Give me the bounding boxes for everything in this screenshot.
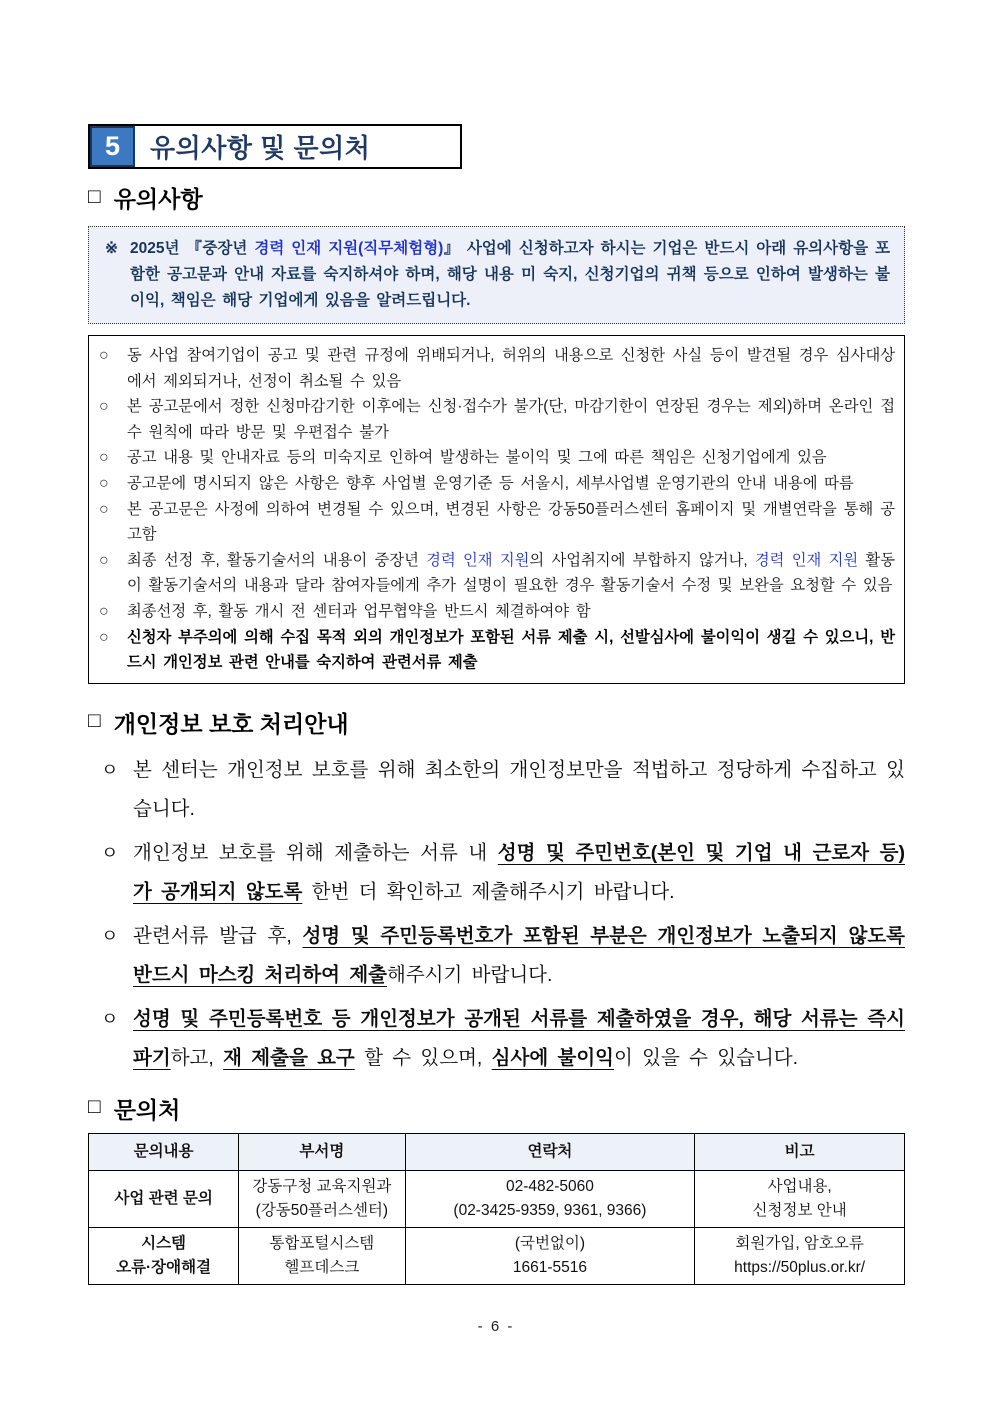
contact-table-cell — [239, 1227, 405, 1284]
text-segment: 할 수 있으며, — [354, 1046, 492, 1069]
circle-bullet-icon: ○ — [99, 500, 109, 518]
contact-heading-label: 문의처 — [113, 1096, 181, 1123]
cell-line: (02-3425-9359, 9361, 9366) — [453, 1201, 647, 1219]
page-number: - 6 - — [477, 1318, 515, 1335]
section-header-bar — [88, 124, 462, 169]
caution-list-item — [96, 394, 895, 445]
contact-table-cell — [239, 1170, 405, 1227]
caution-list-item — [96, 343, 895, 394]
cell-line: (강동50플러스센터) — [255, 1201, 389, 1219]
cautions-list-box — [88, 335, 905, 684]
text-segment: 최종선정 후, 활동 개시 전 센터과 업무협약을 반드시 체결하여야 함 — [127, 602, 591, 620]
text-segment: 본 공고문은 사정에 의하여 변경될 수 있으며, 변경된 사항은 강동50플러스센터 홈페이지 및 개별연락을 통해 공고함 — [127, 500, 895, 544]
cell-line: 사업내용, — [767, 1177, 832, 1195]
notes-heading — [88, 181, 905, 214]
contact-table-header-cell: 연락처 — [405, 1133, 695, 1170]
text-segment: 의 사업취지에 부합하지 않거나, — [529, 551, 755, 569]
text-segment: 공고 내용 및 안내자료 등의 미숙지로 인하여 발생하는 불이익 및 그에 따른 책임은 신청기업에게 있음 — [127, 449, 827, 467]
caution-list-item — [96, 471, 895, 497]
contact-table-cell — [89, 1227, 239, 1284]
highlighted-text: 경력 인재 지원 — [426, 551, 530, 569]
text-segment: 한번 더 확인하고 제출해주시기 바랍니다. — [302, 880, 675, 903]
contact-table-row — [89, 1227, 905, 1284]
contact-table-cell — [695, 1170, 905, 1227]
section-title: 유의사항 및 문의처 — [150, 133, 371, 163]
circle-bullet-icon: ○ — [99, 398, 109, 416]
cell-line: https://50plus.or.kr/ — [734, 1258, 866, 1276]
highlighted-text: 경력 인재 지원(직무체험형) — [254, 240, 444, 257]
caution-list-item — [96, 497, 895, 548]
text-segment: 최종 선정 후, 활동기술서의 내용이 중장년 — [127, 551, 427, 569]
privacy-heading-label: 개인정보 보호 처리안내 — [113, 710, 349, 737]
caution-list-item — [96, 599, 895, 625]
caution-list-item — [96, 625, 895, 676]
contact-table-header-cell: 부서명 — [239, 1133, 405, 1170]
privacy-list-item — [88, 834, 905, 912]
text-segment: 심사에 불이익 — [491, 1046, 614, 1069]
caution-list-item — [96, 445, 895, 471]
contact-table — [88, 1133, 905, 1285]
highlighted-text: 경력 인재 지원 — [754, 551, 859, 569]
cell-line: 통합포털시스템 — [269, 1234, 375, 1252]
contact-heading — [88, 1092, 905, 1125]
notice-rich-text — [130, 240, 890, 309]
privacy-list-item — [88, 751, 905, 829]
contact-table-cell — [89, 1170, 239, 1227]
contact-table-header-cell: 비고 — [695, 1133, 905, 1170]
notes-heading-label: 유의사항 — [113, 186, 203, 212]
contact-table-cell — [405, 1227, 695, 1284]
contact-table-cell — [405, 1170, 695, 1227]
square-bullet-icon: □ — [88, 1095, 101, 1119]
notice-box — [88, 226, 905, 324]
contact-table-header-cell: 문의내용 — [89, 1133, 239, 1170]
square-bullet-icon: □ — [88, 709, 101, 733]
circle-bullet-icon: ○ — [99, 602, 109, 620]
text-segment: 본 센터는 개인정보 보호를 위해 최소한의 개인정보만을 적법하고 정당하게 수집하고 있습니다. — [133, 758, 905, 820]
text-segment: 재 제출을 요구 — [223, 1046, 355, 1069]
text-segment: 이 있을 수 있습니다. — [614, 1046, 799, 1069]
ieung-bullet-icon: ㅇ — [101, 759, 119, 780]
ieung-bullet-icon: ㅇ — [101, 925, 119, 946]
cell-line: 신청정보 안내 — [752, 1201, 847, 1219]
notice-text — [103, 236, 890, 314]
contact-table-row — [89, 1170, 905, 1227]
circle-bullet-icon: ○ — [99, 474, 109, 492]
reference-mark-icon: ※ — [105, 240, 118, 257]
text-segment: 활동이 활동기술서의 내용과 달라 참여자들에게 추가 설명이 필요한 경우 활동기술서 수정 및 보완을 요청할 수 있음 — [127, 551, 895, 595]
text-segment: 하고, — [170, 1046, 224, 1069]
privacy-list-item — [88, 1000, 905, 1078]
text-segment: 성명 및 주민등록번호 등 개인정보가 공개된 서류를 제출하였을 경우, 해당 서류는 즉시 파기 — [133, 1007, 905, 1069]
cell-line: 1661-5516 — [512, 1258, 587, 1276]
cell-line: 강동구청 교육지원과 — [252, 1177, 392, 1195]
cell-line: 회원가입, 암호오류 — [735, 1234, 864, 1252]
text-segment: 동 사업 참여기업이 공고 및 관련 규정에 위배되거나, 허위의 내용으로 신청한 사실 등이 발견될 경우 심사대상에서 제외되거나, 선정이 취소될 수 있음 — [127, 347, 895, 390]
cell-line: 헬프데스크 — [284, 1258, 360, 1276]
cell-line: 시스템 — [141, 1234, 187, 1252]
circle-bullet-icon: ○ — [99, 628, 109, 646]
circle-bullet-icon: ○ — [99, 449, 109, 467]
text-segment: 성명 및 주민번호(본인 및 기업 내 근로자 등)가 공개되지 않도록 — [133, 841, 905, 903]
text-segment: 개인정보 보호를 위해 제출하는 서류 내 — [133, 841, 498, 864]
square-bullet-icon: □ — [88, 184, 101, 208]
text-segment: 』 사업에 신청하고자 하시는 기업은 반드시 아래 유의사항을 포함한 공고문과 안내 자료를 숙지하셔야 하며, 해당 내용 미 숙지, 신청기업의 귀책 등으로 인하여 발생하는 불이익, 책임은 해당 기업에게 있음을 알려드립니다. — [130, 240, 891, 309]
text-segment: 공고문에 명시되지 않은 사항은 향후 사업별 운영기준 등 서울시, 세부사업별 운영기관의 안내 내용에 따름 — [127, 474, 854, 492]
text-segment: 2025년 『중장년 — [130, 240, 255, 257]
text-segment: 성명 및 주민등록번호가 포함된 부분은 개인정보가 노출되지 않도록 반드시 마스킹 처리하여 제출 — [133, 924, 905, 986]
circle-bullet-icon: ○ — [99, 347, 109, 364]
privacy-items — [88, 751, 905, 1078]
ieung-bullet-icon: ㅇ — [101, 842, 119, 863]
text-segment: 신청자 부주의에 의해 수집 목적 외의 개인정보가 포함된 서류 제출 시, 선발심사에 불이익이 생길 수 있으니, 반드시 개인정보 관련 안내를 숙지하여 관련서류 제출 — [127, 628, 895, 672]
cell-line: 오류·장애해결 — [116, 1258, 212, 1276]
text-segment: 관련서류 발급 후, — [133, 924, 303, 947]
cell-line: (국번없이) — [514, 1234, 586, 1252]
contact-table-header-row — [89, 1133, 905, 1170]
contact-table-cell — [695, 1227, 905, 1284]
ieung-bullet-icon: ㅇ — [101, 1008, 119, 1029]
circle-bullet-icon: ○ — [99, 551, 109, 569]
text-segment: 본 공고문에서 정한 신청마감기한 이후에는 신청·접수가 불가(단, 마감기한이 연장된 경우는 제외)하며 온라인 접수 원칙에 따라 방문 및 우편접수 불가 — [127, 398, 895, 441]
section-number-badge: 5 — [90, 126, 135, 167]
caution-list-item — [96, 548, 895, 599]
text-segment: 해주시기 바랍니다. — [387, 963, 553, 986]
privacy-heading — [88, 706, 905, 739]
cell-line: 02-482-5060 — [505, 1177, 594, 1195]
cell-line: 사업 관련 문의 — [114, 1189, 213, 1207]
privacy-list-item — [88, 917, 905, 995]
